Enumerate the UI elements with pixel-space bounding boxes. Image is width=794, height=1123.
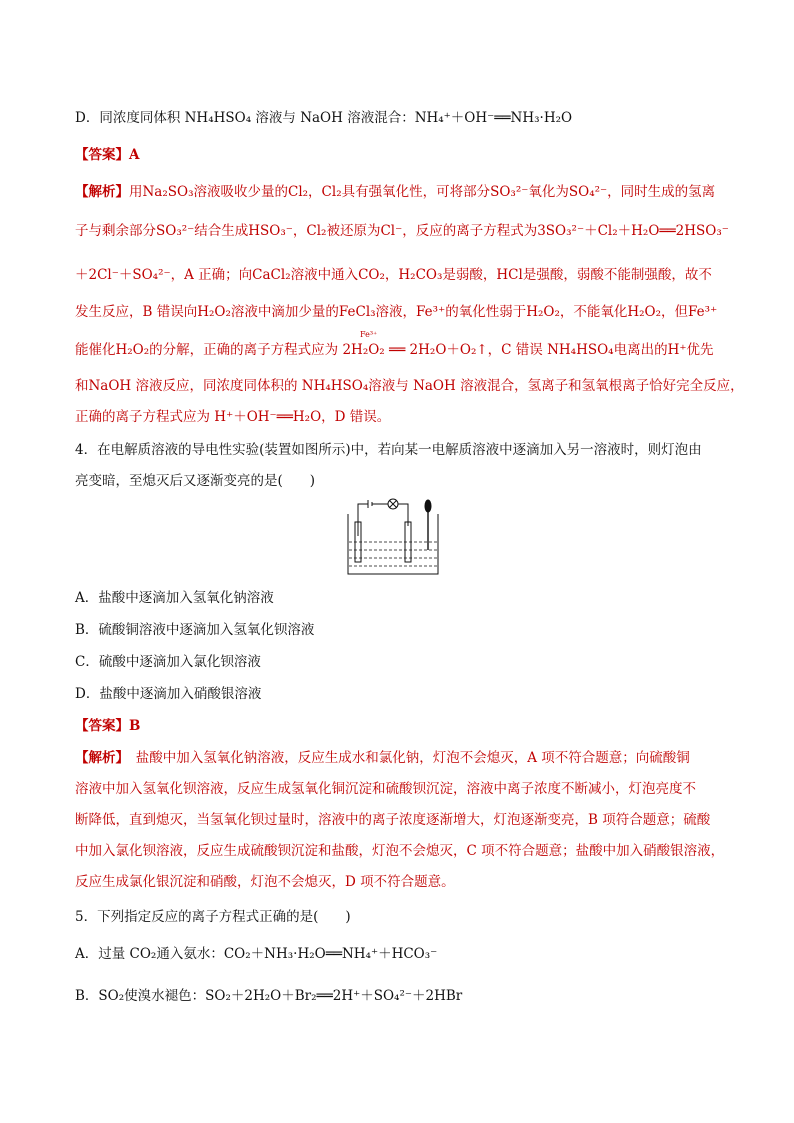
q5-option-a: A．过量 CO₂通入氨水：CO₂＋NH₃·H₂O══NH₄⁺＋HCO₃⁻ [75, 946, 438, 962]
analysis-tag: 【解析】 [75, 184, 129, 200]
catalyst-label: Fe³⁺ [360, 330, 378, 339]
q4-option-c: C．硫酸中逐滴加入氯化钡溶液 [75, 654, 261, 670]
q4-analysis-line-1 [75, 748, 735, 768]
wire-left [358, 504, 368, 536]
q4-stem-line-1: 4．在电解质溶液的导电性实验(装置如图所示)中，若向某一电解质溶液中逐滴加入另一溶液时，则灯泡由 [75, 442, 702, 458]
conductivity-apparatus-figure [346, 496, 442, 576]
analysis-text: 盐酸中加入氢氧化钠溶液，反应生成水和氯化钠，灯泡不会熄灭，A 项不符合题意；向硫酸铜 [122, 750, 690, 766]
analysis-text: 用Na₂SO₃溶液吸收少量的Cl₂，Cl₂具有强氧化性，可将部分SO₃²⁻氧化为SO₄²⁻，同时生成的氢离 [129, 184, 716, 200]
q3-analysis-line-3: ＋2Cl⁻＋SO₄²⁻，A 正确；向CaCl₂溶液中通入CO₂，H₂CO₃是弱酸，HCl是强酸，弱酸不能制强酸，故不 [75, 267, 712, 283]
q4-analysis-line-4: 中加入氯化钡溶液，反应生成硫酸钡沉淀和盐酸，灯泡不会熄灭，C 项不符合题意；盐酸中加入硝酸银溶液， [75, 843, 725, 859]
q3-analysis-line-4: 发生反应，B 错误向H₂O₂溶液中滴加少量的FeCl₃溶液，Fe³⁺的氧化性弱于H₂O₂，不能氧化H₂O₂，但Fe³⁺ [75, 304, 718, 320]
q4-analysis-line-3: 断降低，直到熄灭，当氢氧化钡过量时，溶液中的离子浓度逐渐增大，灯泡逐渐变亮，B 项符合题意；硫酸 [75, 812, 711, 828]
wire-right [398, 504, 408, 526]
q3-answer [75, 145, 735, 165]
q5-option-b: B．SO₂使溴水褪色：SO₂＋2H₂O＋Br₂══2H⁺＋SO₄²⁻＋2HBr [75, 988, 463, 1004]
q4-analysis-line-5: 反应生成氯化银沉淀和硝酸，灯泡不会熄灭，D 项不符合题意。 [75, 874, 455, 890]
q4-analysis-line-2: 溶液中加入氢氧化钡溶液，反应生成氢氧化铜沉淀和硫酸钡沉淀，溶液中离子浓度不断减小，灯泡亮度不 [75, 781, 696, 797]
q3-analysis-line-6: 和NaOH 溶液反应，同浓度同体积的 NH₄HSO₄溶液与 NaOH 溶液混合，氢离子和氢氧根离子恰好完全反应， [75, 378, 744, 394]
dropper-bulb [425, 500, 431, 512]
q4-option-d: D．盐酸中逐滴加入硝酸银溶液 [75, 686, 262, 702]
q3-option-d: D．同浓度同体积 NH₄HSO₄ 溶液与 NaOH 溶液混合：NH₄⁺＋OH⁻══NH₃·H₂O [75, 110, 573, 126]
q3-analysis-line-2: 子与剩余部分SO₃²⁻结合生成HSO₃⁻，Cl₂被还原为Cl⁻，反应的离子方程式为3SO₃²⁻＋Cl₂＋H₂O══2HSO₃⁻ [75, 223, 729, 239]
q4-stem-line-2: 亮变暗，至熄灭后又逐渐变亮的是( ) [75, 473, 316, 489]
q3-analysis-line-5: 能催化H₂O₂的分解，正确的离子方程式应为 2H₂O₂ ══ 2H₂O＋O₂↑，C 错误 NH₄HSO₄电离出的H⁺优先 [75, 342, 714, 358]
q3-analysis-line-7: 正确的离子方程式应为 H⁺＋OH⁻══H₂O，D 错误。 [75, 409, 391, 425]
q5-stem: 5．下列指定反应的离子方程式正确的是( ) [75, 909, 351, 925]
q3-analysis-line-1 [75, 182, 735, 202]
q4-answer [75, 716, 735, 736]
q4-option-a: A．盐酸中逐滴加入氢氧化钠溶液 [75, 590, 274, 606]
answer-tag: 【答案】B [75, 718, 141, 734]
q4-option-b: B．硫酸铜溶液中逐滴加入氢氧化钡溶液 [75, 622, 315, 638]
answer-tag: 【答案】A [75, 147, 140, 163]
analysis-tag: 【解析】 [75, 750, 123, 766]
